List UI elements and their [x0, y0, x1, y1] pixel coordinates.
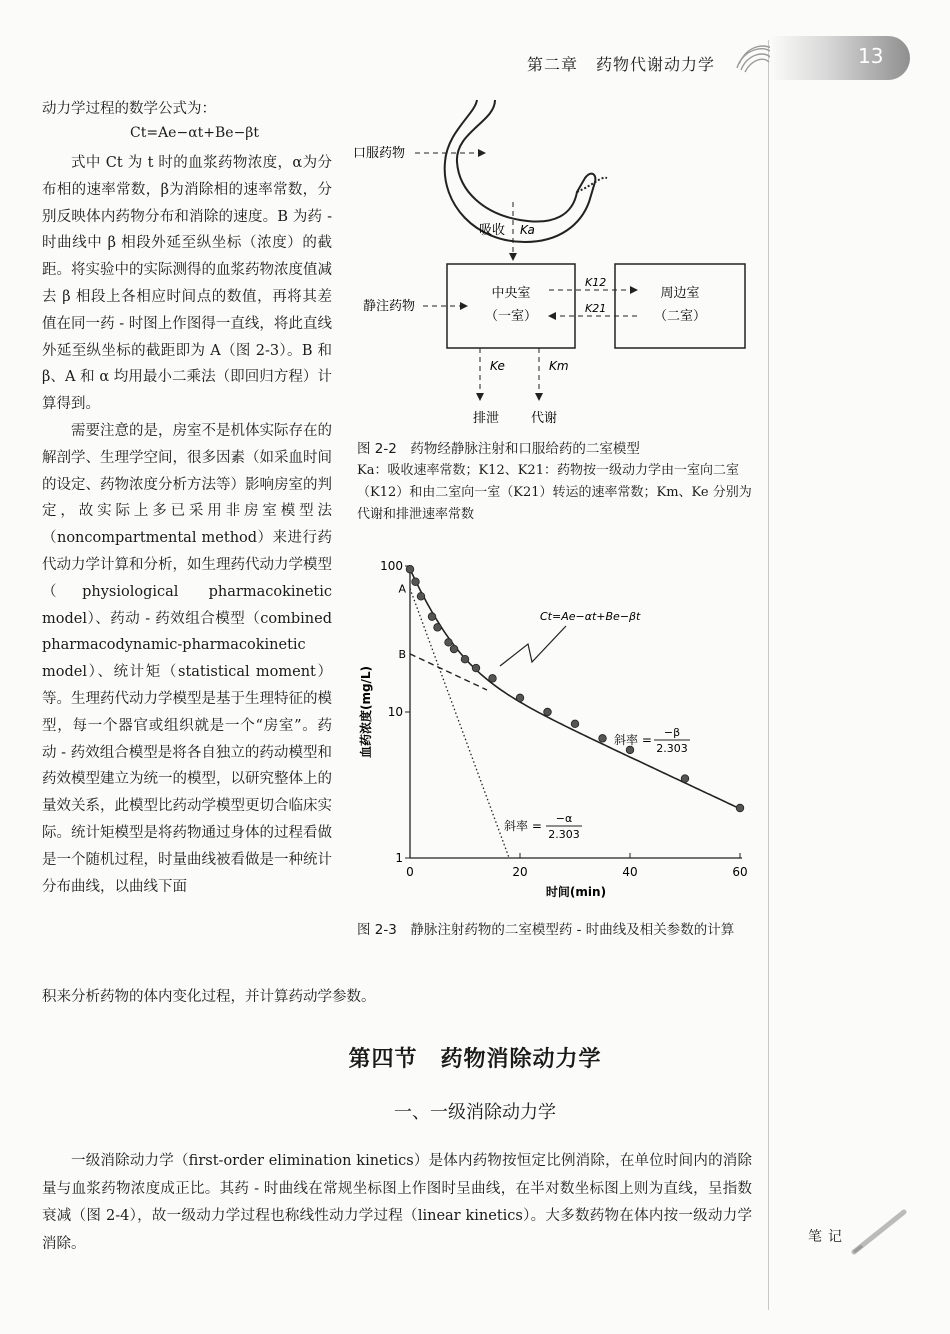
formula: Ct=Ae−αt+Be−βt	[130, 125, 260, 141]
label-k21: K21	[585, 302, 607, 315]
data-point	[461, 655, 469, 663]
curve-equation-label: Ct=Ae−αt+Be−βt	[540, 610, 641, 623]
y-tick-label: 10	[387, 705, 403, 719]
figure-2-2-caption-title: 图 2-2 药物经静脉注射和口服给药的二室模型	[357, 441, 640, 457]
slope-beta-denominator: 2.303	[656, 742, 688, 755]
left-column	[42, 150, 332, 900]
data-point	[412, 578, 420, 586]
stomach-illustration	[445, 100, 607, 242]
label-ke: Ke	[490, 359, 505, 373]
data-point	[571, 720, 579, 728]
data-point	[450, 645, 458, 653]
figure-2-3-chart	[352, 552, 762, 912]
pencil-icon	[850, 1206, 910, 1256]
data-point	[544, 708, 552, 716]
data-point	[489, 675, 497, 683]
data-point	[445, 639, 453, 647]
data-point	[434, 624, 442, 632]
y-tick-label: 100	[380, 559, 403, 573]
data-point	[417, 593, 425, 601]
central-compartment-sub: （一室）	[484, 309, 538, 324]
data-point	[428, 613, 436, 621]
label-oral-drug: 口服药物	[353, 146, 406, 161]
data-point	[681, 775, 689, 783]
label-k12: K12	[585, 276, 607, 289]
x-tick-label: 60	[732, 865, 748, 879]
peripheral-compartment-sub: （二室）	[653, 309, 707, 324]
slope-beta-label: 斜率 =	[614, 733, 652, 747]
label-km: Km	[549, 359, 569, 373]
x-tick-label: 20	[512, 865, 528, 879]
label-metabolism: 代谢	[531, 411, 558, 426]
central-compartment-label: 中央室	[491, 286, 531, 301]
data-point	[472, 664, 480, 672]
y-axis-label: 血药浓度(mg/L)	[359, 665, 373, 759]
label-ka: Ka	[520, 223, 535, 237]
paragraph-1: 式中 Ct 为 t 时的血浆药物浓度，α为分布相的速率常数，β为消除相的速率常数，分别反映体内药物分布和消除的速度。B 为药 - 时曲线中 β 相段外延至纵坐标（浓度）的截距。将实验中的实际测得的血浆药物浓度值减去 β 相段上各相应时间点的数值，再将其差值在同一药 - 时图上作图得一直线，将此直线外延至纵坐标的截距即为 A（图 2-3）。B 和 β、A 和 α 均用最小二乘法（即回归方程）计算得到。	[42, 155, 332, 413]
figure-2-2-diagram	[345, 92, 765, 432]
label-iv-drug: 静注药物	[363, 299, 416, 314]
section-title: 第四节 药物消除动力学	[348, 1047, 602, 1072]
data-point	[626, 746, 634, 754]
peripheral-compartment-box	[615, 264, 745, 348]
figure-2-2-caption	[357, 438, 757, 526]
figure-2-3-caption: 图 2-3 静脉注射药物的二室模型药 - 时曲线及相关参数的计算	[357, 922, 735, 938]
running-header	[527, 52, 715, 75]
intercept-label-b: B	[398, 647, 406, 661]
chapter-number: 第二章	[527, 55, 579, 74]
data-point	[406, 565, 414, 573]
subsection-title: 一、一级消除动力学	[394, 1102, 556, 1123]
central-compartment-box	[447, 264, 575, 348]
slope-beta-numerator: −β	[663, 726, 681, 739]
section-body: 一级消除动力学（first-order elimination kinetics）是体内药物按恒定比例消除，在单位时间内的消除量与血浆药物浓度成正比。其药 - 时曲线在常规坐标图上作图时呈曲线，在半对数坐标图上则为直线，呈指数衰减（图 2-4），故一级动力学过程也称线性动力学过程（linear kinetics）。大多数药物在体内按一级动力学消除。	[42, 1153, 752, 1252]
fitted-curve	[410, 569, 740, 808]
slope-alpha-label: 斜率 =	[504, 819, 542, 833]
label-absorption: 吸收	[479, 223, 506, 238]
paragraph-2-end: 积来分析药物的体内变化过程，并计算药动学参数。	[42, 989, 376, 1005]
x-tick-label: 0	[406, 865, 414, 879]
slope-alpha-numerator: −α	[555, 812, 573, 825]
page-number: 13	[858, 44, 884, 68]
y-tick-label: 1	[395, 851, 403, 865]
page-number-tab	[770, 36, 910, 80]
alpha-residual-line	[410, 589, 509, 858]
figure-2-2-caption-body: Ka：吸收速率常数；K12、K21：药物按一级动力学由一室向二室（K12）和由二室向一室（K21）转运的速率常数；Km、Ke 分别为代谢和排泄速率常数	[357, 463, 752, 522]
data-point	[736, 804, 744, 812]
intro-text: 动力学过程的数学公式为：	[42, 101, 216, 117]
notes-label: 笔记	[808, 1229, 848, 1245]
intercept-label-a: A	[398, 582, 406, 596]
paragraph-2: 需要注意的是，房室不是机体实际存在的解剖学、生理学空间，很多因素（如采血时间的设定、药物浓度分析方法等）影响房室的判定，故实际上多已采用非房室模型法（noncompartmental method）来进行药代动力学计算和分析，如生理药代动力学模型（physiological pharmacokinetic model）、药动 - 药效组合模型（combined pharmacodynamic-pharmacokinetic model）、统计矩（statistical moment）等。生理药代动力学模型是基于生理特征的模型，每一个器官或组织就是一个“房室”。药动 - 药效组合模型是将各自独立的药动模型和药效模型建立为统一的模型，以研究整体上的量效关系，此模型比药动学模型更切合临床实际。统计矩模型是将药物通过身体的过程看做是一个随机过程，时量曲线被看做是一种统计分布曲线，以曲线下面	[42, 422, 332, 895]
data-point	[599, 735, 607, 743]
data-point	[516, 694, 524, 702]
x-axis-label: 时间(min)	[545, 885, 607, 899]
peripheral-compartment-label: 周边室	[660, 286, 700, 301]
x-tick-label: 40	[622, 865, 638, 879]
chapter-title: 药物代谢动力学	[596, 55, 716, 74]
slope-alpha-denominator: 2.303	[548, 828, 580, 841]
label-excretion: 排泄	[473, 411, 500, 426]
curve-annotation-pointer	[500, 626, 566, 666]
